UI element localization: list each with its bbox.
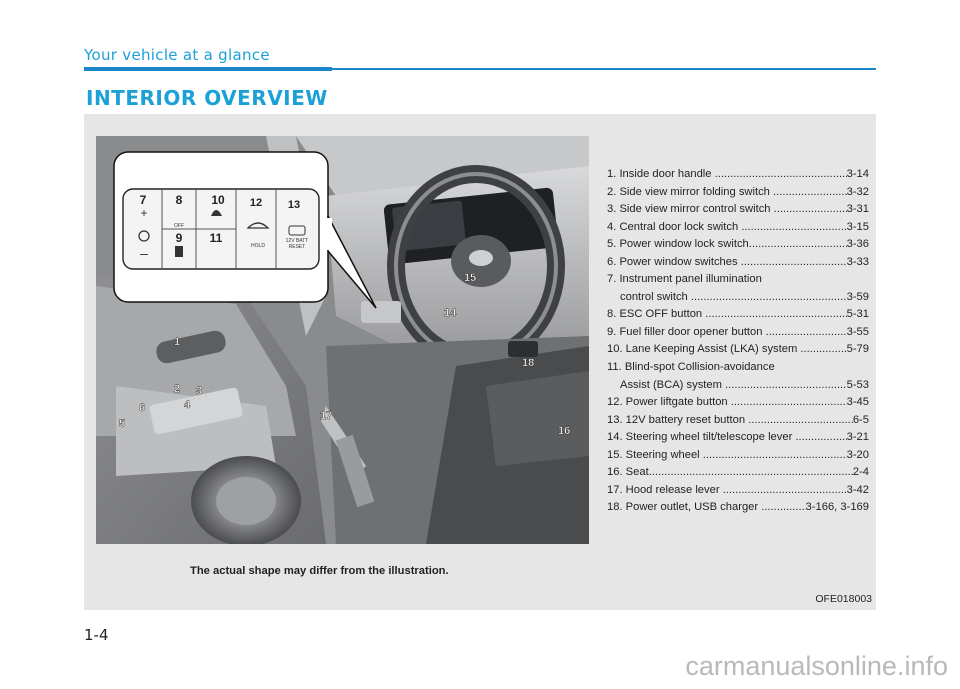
legend-list bbox=[607, 166, 869, 517]
legend-item-leader bbox=[723, 482, 847, 500]
callout-15: 15 bbox=[464, 272, 477, 284]
legend-item-leader bbox=[800, 341, 846, 359]
legend-item-leader bbox=[649, 464, 853, 482]
callout-18: 18 bbox=[522, 357, 535, 369]
legend-item-label: 8. ESC OFF button bbox=[607, 308, 706, 321]
legend-item bbox=[607, 464, 869, 482]
legend-item-page: 5-79 bbox=[846, 343, 869, 356]
legend-item-label: 15. Steering wheel bbox=[607, 448, 703, 461]
legend-item-page: 3-33 bbox=[846, 255, 869, 268]
legend-item-label: 9. Fuel filler door opener button bbox=[607, 325, 766, 338]
legend-item-page: 3-55 bbox=[846, 325, 869, 338]
callout-6: 6 bbox=[139, 402, 146, 414]
hold-text: HOLD bbox=[251, 243, 265, 249]
interior-illustration bbox=[96, 136, 589, 544]
callout-4: 4 bbox=[184, 399, 191, 411]
legend-item bbox=[607, 271, 869, 289]
legend-item bbox=[607, 482, 869, 500]
callout-10: 10 bbox=[211, 193, 225, 207]
legend-item-label: 3. Side view mirror control switch bbox=[607, 203, 774, 216]
legend-item-label: 11. Blind-spot Collision-avoidance bbox=[607, 361, 775, 374]
legend-item-label: 7. Instrument panel illumination bbox=[607, 273, 762, 286]
legend-item-page: 3-14 bbox=[846, 168, 869, 180]
callout-12: 12 bbox=[249, 197, 263, 209]
legend-item-page: 3-21 bbox=[846, 431, 869, 444]
legend-item-leader bbox=[741, 254, 847, 272]
legend-item-leader bbox=[741, 219, 846, 237]
legend-item-page: 3-42 bbox=[846, 483, 869, 496]
legend-item bbox=[607, 429, 869, 447]
section-header: Your vehicle at a glance bbox=[84, 46, 270, 64]
legend-item bbox=[607, 254, 869, 272]
legend-item-label: 2. Side view mirror folding switch bbox=[607, 185, 774, 198]
legend-item bbox=[607, 412, 869, 430]
legend-item-label: 13. 12V battery reset button bbox=[607, 413, 749, 426]
legend-item bbox=[607, 166, 869, 184]
callout-16: 16 bbox=[558, 425, 571, 437]
legend-item-label: 10. Lane Keeping Assist (LKA) system bbox=[607, 343, 801, 356]
legend-item bbox=[607, 289, 869, 307]
legend-item-leader bbox=[731, 394, 847, 412]
legend-item bbox=[607, 394, 869, 412]
interior-drawing bbox=[96, 136, 589, 544]
callout-2: 2 bbox=[174, 383, 181, 395]
reset-text: RESET bbox=[288, 244, 306, 250]
watermark: carmanualsonline.info bbox=[685, 651, 948, 681]
legend-item-leader bbox=[691, 289, 847, 307]
legend-item-leader bbox=[761, 499, 805, 517]
legend-item-page: 3-166, 3-169 bbox=[805, 501, 869, 514]
legend-item-leader bbox=[795, 429, 846, 447]
legend-item bbox=[607, 359, 869, 377]
legend-item bbox=[607, 324, 869, 342]
callout-1: 1 bbox=[174, 336, 181, 348]
legend-item-page: 3-31 bbox=[846, 203, 869, 216]
legend-item-label: 18. Power outlet, USB charger bbox=[607, 501, 762, 514]
legend-item-page: 3-20 bbox=[846, 448, 869, 461]
callout-9: 9 bbox=[175, 231, 183, 245]
svg-text:+: + bbox=[140, 206, 148, 220]
callout-14: 14 bbox=[444, 307, 457, 319]
legend-item bbox=[607, 447, 869, 465]
batt-text: 12V BATT bbox=[285, 238, 309, 244]
figure-code: OFE018003 bbox=[815, 593, 872, 605]
legend-item-label: 4. Central door lock switch bbox=[607, 220, 742, 233]
esc-off-text: OFF bbox=[174, 223, 184, 229]
legend-item bbox=[607, 236, 869, 254]
header-rule-thin bbox=[332, 68, 876, 70]
page-title: INTERIOR OVERVIEW bbox=[86, 86, 328, 110]
legend-item-label: 1. Inside door handle bbox=[607, 168, 715, 180]
svg-text:–: – bbox=[140, 245, 148, 261]
legend-item-label: 16. Seat bbox=[607, 466, 649, 479]
legend-item-leader bbox=[773, 184, 847, 202]
legend-item-leader bbox=[766, 324, 847, 342]
legend-item bbox=[607, 184, 869, 202]
callout-11: 11 bbox=[209, 231, 223, 245]
legend-item-leader bbox=[749, 236, 847, 254]
legend-item-page: 3-36 bbox=[846, 238, 869, 251]
legend-item-label: 12. Power liftgate button bbox=[607, 396, 731, 409]
legend-item-page: 3-32 bbox=[846, 185, 869, 198]
legend-item-leader bbox=[715, 166, 847, 184]
legend-item bbox=[607, 306, 869, 324]
legend-item-label: control switch bbox=[620, 290, 691, 303]
legend-item bbox=[607, 341, 869, 359]
legend-item-leader bbox=[748, 412, 853, 430]
legend-item-page: 3-59 bbox=[846, 290, 869, 303]
callout-3: 3 bbox=[196, 385, 203, 397]
figure-caption: The actual shape may differ from the illustration. bbox=[190, 565, 449, 577]
legend-item-page: 6-5 bbox=[852, 413, 869, 426]
legend-item-page: 3-15 bbox=[846, 220, 869, 233]
legend-item-leader bbox=[703, 447, 847, 465]
legend-item-label: 14. Steering wheel tilt/telescope lever bbox=[607, 431, 796, 444]
legend-item bbox=[607, 499, 869, 517]
legend-item-page: 5-31 bbox=[846, 308, 869, 321]
legend-item bbox=[607, 219, 869, 237]
header-rule-thick bbox=[84, 67, 332, 71]
legend-item-leader bbox=[705, 306, 846, 324]
legend-item-label: Assist (BCA) system bbox=[620, 378, 726, 391]
legend-item-label: 17. Hood release lever bbox=[607, 483, 723, 496]
callout-8: 8 bbox=[175, 193, 183, 207]
legend-item-label: 6. Power window switches bbox=[607, 255, 741, 268]
legend-item bbox=[607, 377, 869, 395]
callout-13: 13 bbox=[287, 199, 301, 211]
legend-item-leader bbox=[725, 377, 847, 395]
legend-item-page: 3-45 bbox=[846, 396, 869, 409]
page-number: 1-4 bbox=[84, 626, 109, 644]
callout-17: 17 bbox=[320, 410, 333, 422]
legend-item-page: 2-4 bbox=[852, 466, 869, 479]
callout-7: 7 bbox=[139, 193, 147, 207]
legend-item-leader bbox=[774, 201, 847, 219]
legend-item-page: 5-53 bbox=[846, 378, 869, 391]
legend-item bbox=[607, 201, 869, 219]
callout-5: 5 bbox=[119, 418, 126, 430]
legend-item-label: 5. Power window lock switch bbox=[607, 238, 749, 251]
